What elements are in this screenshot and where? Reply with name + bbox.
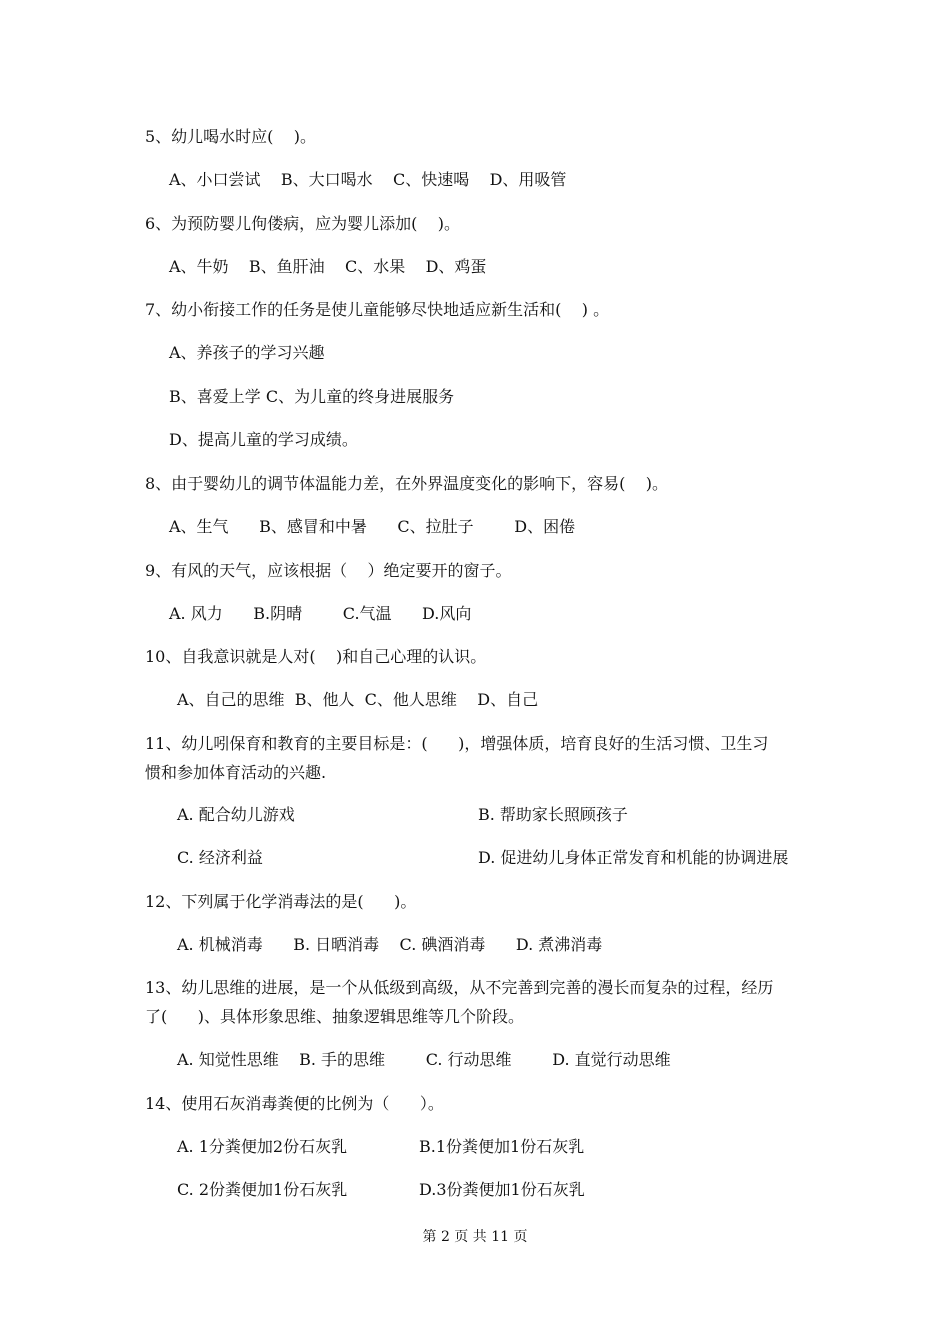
q11-option-b: B. 帮助家长照顾孩子 <box>478 805 628 824</box>
q11-option-d: D. 促进幼儿身体正常发育和机能的协调进展 <box>478 848 789 867</box>
q14-option-d: D.3份粪便加1份石灰乳 <box>419 1180 585 1199</box>
q13-options: A. 知觉性思维 B. 手的思维 C. 行动思维 D. 直觉行动思维 <box>177 1050 671 1069</box>
q11-stem-line2: 惯和参加体育活动的兴趣. <box>145 763 327 782</box>
q7-stem: 7、幼小衔接工作的任务是使儿童能够尽快地适应新生活和( ) 。 <box>145 300 610 319</box>
q14-option-c: C. 2份粪便加1份石灰乳 <box>177 1180 348 1199</box>
q7-option-d: D、提高儿童的学习成绩。 <box>169 430 358 449</box>
q13-stem-line2: 了( )、具体形象思维、抽象逻辑思维等几个阶段。 <box>145 1007 525 1026</box>
q14-option-a: A. 1分粪便加2份石灰乳 <box>177 1137 348 1156</box>
q8-stem: 8、由于婴幼儿的调节体温能力差，在外界温度变化的影响下，容易( )。 <box>145 474 669 493</box>
q12-stem: 12、下列属于化学消毒法的是( )。 <box>145 892 417 911</box>
q10-options: A、自己的思维 B、他人 C、他人思维 D、自己 <box>177 690 539 709</box>
q11-stem-line1: 11、幼儿吲保育和教育的主要目标是：( )，增强体质，培育良好的生活习惯、卫生习 <box>145 734 769 753</box>
q14-option-b: B.1份粪便加1份石灰乳 <box>419 1137 585 1156</box>
q9-stem: 9、有风的天气，应该根据（ ）绝定要开的窗子。 <box>145 561 512 580</box>
q14-stem: 14、使用石灰消毒粪便的比例为（ ）。 <box>145 1094 444 1113</box>
q7-option-a: A、养孩子的学习兴趣 <box>169 343 325 362</box>
q5-stem: 5、幼儿喝水时应( )。 <box>145 127 317 146</box>
q6-stem: 6、为预防婴儿佝偻病，应为婴儿添加( )。 <box>145 214 461 233</box>
q8-options: A、生气 B、感冒和中暑 C、拉肚子 D、困倦 <box>169 517 576 536</box>
q9-options: A. 风力 B.阴晴 C.气温 D.风向 <box>169 604 472 623</box>
q11-option-c: C. 经济利益 <box>177 848 263 867</box>
q10-stem: 10、自我意识就是人对( )和自己心理的认识。 <box>145 647 487 666</box>
q5-options: A、小口尝试 B、大口喝水 C、快速喝 D、用吸管 <box>169 170 567 189</box>
q13-stem-line1: 13、幼儿思维的进展，是一个从低级到高级，从不完善到完善的漫长而复杂的过程，经历 <box>145 978 774 997</box>
q6-options: A、牛奶 B、鱼肝油 C、水果 D、鸡蛋 <box>169 257 487 276</box>
q12-options: A. 机械消毒 B. 日晒消毒 C. 碘酒消毒 D. 煮沸消毒 <box>177 935 603 954</box>
page-footer: 第 2 页 共 11 页 <box>422 1229 528 1245</box>
q7-option-bc: B、喜爱上学 C、为儿童的终身进展服务 <box>169 387 455 406</box>
q11-option-a: A. 配合幼儿游戏 <box>177 805 295 824</box>
